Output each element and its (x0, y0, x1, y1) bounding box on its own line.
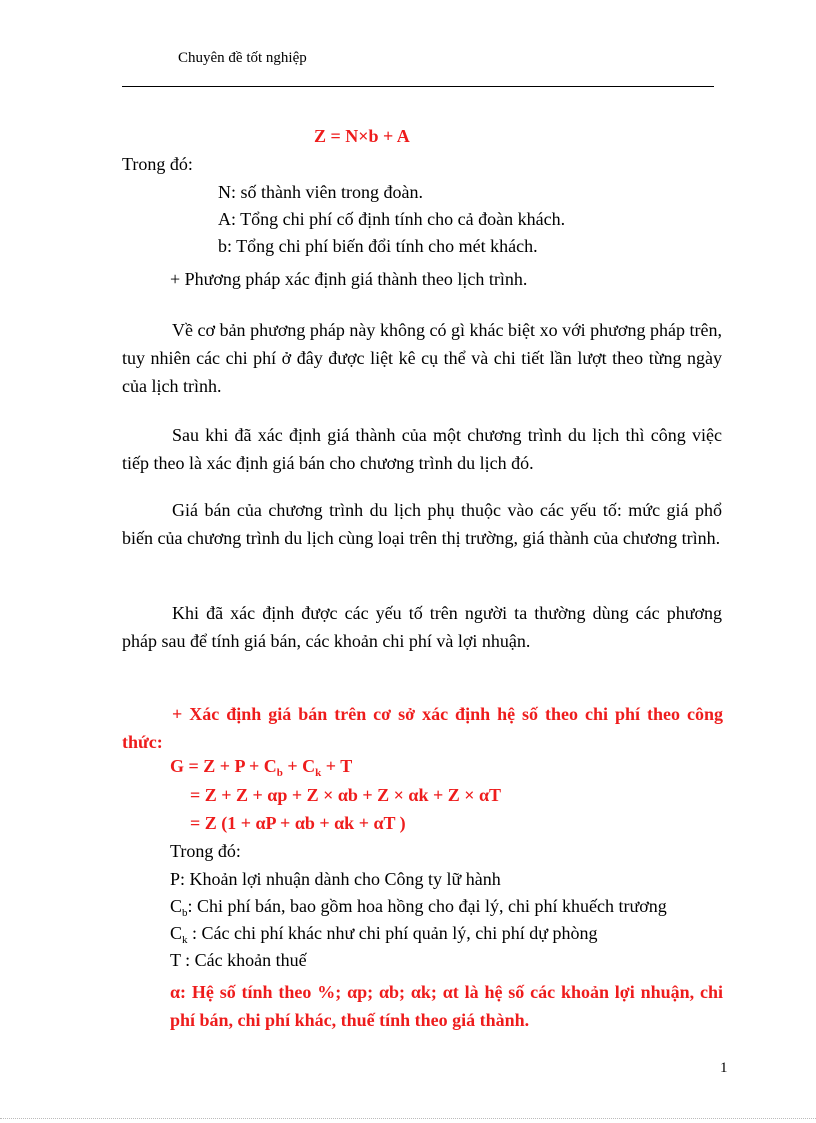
definition-b: b: Tổng chi phí biến đổi tính cho mét khách. (218, 236, 538, 256)
red-heading: + Xác định giá bán trên cơ sở xác định hệ số theo chi phí theo công thức: (122, 704, 723, 752)
page-bottom-border (0, 1118, 816, 1119)
definition-p: P: Khoản lợi nhuận dành cho Công ty lữ hành (170, 869, 501, 889)
paragraph-1: Về cơ bản phương pháp này không có gì khác biệt xo với phương pháp trên, tuy nhiên các chi phí ở đây được liệt kê cụ thể và chi tiết lần lượt theo từng ngày của lịch trình. (122, 320, 722, 396)
definition-n: N: số thành viên trong đoàn. (218, 182, 423, 202)
where-label-2: Trong đó: (170, 841, 241, 861)
where-label-1: Trong đó: (122, 154, 193, 174)
header-rule (122, 86, 714, 87)
alpha-note: α: Hệ số tính theo %; αp; αb; αk; αt là hệ số các khoản lợi nhuận, chi phí bán, chi phí khác, thuế tính theo giá thành. (170, 982, 723, 1030)
formula-main: Z = N×b + A (314, 126, 410, 146)
method-heading: + Phương pháp xác định giá thành theo lịch trình. (170, 269, 528, 289)
paragraph-4: Khi đã xác định được các yếu tố trên người ta thường dùng các phương pháp sau để tính giá bán, các khoản chi phí và lợi nhuận. (122, 603, 722, 651)
definition-a: A: Tổng chi phí cố định tính cho cả đoàn khách. (218, 209, 566, 229)
header-title: Chuyên đề tốt nghiệp (178, 50, 307, 66)
formula-line-2: = Z + Z + αp + Z × αb + Z × αk + Z × αT (190, 785, 502, 805)
paragraph-3: Giá bán của chương trình du lịch phụ thuộc vào các yếu tố: mức giá phổ biến của chương trình du lịch cùng loại trên thị trường, giá thành của chương trình. (122, 500, 722, 548)
page-number: 1 (720, 1060, 728, 1076)
definition-cb: $C_b$: Chi phí bán, bao gồm hoa hồng cho đại lý, chi phí khuếch trương (170, 896, 667, 919)
formula-line-3: = Z (1 + αP + αb + αk + αT ) (190, 813, 406, 833)
definition-t: T : Các khoản thuế (170, 950, 307, 970)
definition-ck: $C_k$ : Các chi phí khác như chi phí quản lý, chi phí dự phòng (170, 923, 598, 946)
paragraph-2: Sau khi đã xác định giá thành của một chương trình du lịch thì công việc tiếp theo là xác định giá bán cho chương trình du lịch đó. (122, 425, 722, 473)
formula-g: $G = Z + P + C_b + C_k + T$ (170, 756, 353, 779)
